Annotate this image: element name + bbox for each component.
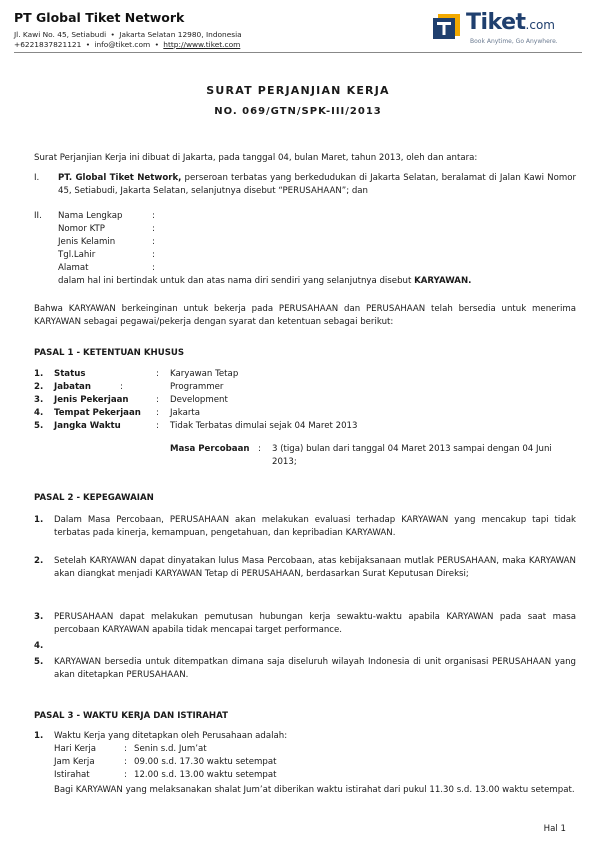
header-divider [14, 52, 582, 53]
schedule-label: Jam Kerja [54, 757, 95, 767]
pasal2-item-text: Setelah KARYAWAN dapat dinyatakan lulus Masa Percobaan, atas kebijaksanaan mutlak PERUSAHAAN, maka KARYAWAN akan diangkat menjadi KARYAWAN Tetap di PERUSAHAAN, berdasarkan Surat Keputusan Direksi; [54, 556, 576, 579]
party2-field-label: Nama Lengkap [58, 211, 123, 221]
pasal1-item-number: 5. [34, 421, 44, 431]
probation-label: Masa Percobaan [170, 444, 250, 454]
pasal2-item-text: Dalam Masa Percobaan, PERUSAHAAN akan melakukan evaluasi terhadap KARYAWAN yang mencakup tapi tidak terbatas pada kinerja, kemampuan, pengetahuan, dan kepribadian KARYAWAN. [54, 515, 576, 538]
tiket-logo: Tiket.com Book Anytime, Go Anywhere. [432, 10, 582, 50]
party2-field-label: Nomor KTP [58, 224, 105, 234]
party2-field-colon: : [152, 211, 155, 221]
page-number: Hal 1 [543, 824, 566, 834]
document-number: NO. 069/GTN/SPK-III/2013 [214, 106, 382, 117]
pasal1-item-number: 4. [34, 408, 44, 418]
pasal1-item-number: 1. [34, 369, 44, 379]
company-name: PT Global Tiket Network [14, 10, 185, 25]
pasal3-note: Bagi KARYAWAN yang melaksanakan shalat Jum’at diberikan waktu istirahat dari pukul 11.30 s.d. 13.00 waktu setempat. [54, 785, 575, 795]
party2-field-colon: : [152, 263, 155, 273]
pasal2-item-text: PERUSAHAAN dapat melakukan pemutusan hubungan kerja sewaktu-waktu apabila KARYAWAN pada saat masa percobaan KARYAWAN apabila tidak mencapai target performance. [54, 612, 576, 635]
party2-number: II. [34, 211, 42, 221]
pasal1-item-value: Jakarta [170, 408, 201, 418]
pasal1-item-value: Development [170, 395, 228, 405]
party1-paragraph: PT. Global Tiket Network, perseroan terbatas yang berkedudukan di Jakarta Selatan, beralamat di Jalan Kawi Nomor 45, Setiabudi, Jakarta Selatan, selanjutnya disebut “PERUSAHAAN”; dan [58, 173, 576, 196]
pasal2-item-text: KARYAWAN bersedia untuk ditempatkan dimana saja diseluruh wilayah Indonesia di unit organisasi PERUSAHAAN yang akan ditetapkan PERUSAHAAN. [54, 657, 576, 680]
pasal1-item-value: Karyawan Tetap [170, 369, 239, 379]
pasal2-item-number: 3. [34, 612, 44, 622]
schedule-value: Senin s.d. Jum’at [134, 744, 207, 754]
party2-field-colon: : [152, 224, 155, 234]
pasal1-item-value: Programmer [170, 382, 224, 392]
pasal1-item-label: Status [54, 369, 86, 379]
schedule-value: 12.00 s.d. 13.00 waktu setempat [134, 770, 277, 780]
probation-value: 3 (tiga) bulan dari tanggal 04 Maret 2013 sampai dengan 04 Juni 2013; [272, 444, 552, 467]
pasal1-item-colon: : [156, 421, 159, 431]
schedule-colon: : [124, 744, 127, 754]
company-address: Jl. Kawi No. 45, Setiabudi • Jakarta Selatan 12980, Indonesia [14, 30, 242, 39]
party2-field-colon: : [152, 250, 155, 260]
pasal1-item-number: 2. [34, 382, 44, 392]
schedule-value: 09.00 s.d. 17.30 waktu setempat [134, 757, 277, 767]
party2-closing: dalam hal ini bertindak untuk dan atas nama diri sendiri yang selanjutnya disebut KARYAWAN. [58, 276, 472, 286]
pasal1-heading: PASAL 1 - KETENTUAN KHUSUS [34, 348, 185, 358]
pasal1-item-label: Tempat Pekerjaan [54, 408, 141, 418]
pasal2-item-number: 2. [34, 556, 44, 566]
pasal1-item-label: Jangka Waktu [54, 421, 121, 431]
intro-paragraph: Surat Perjanjian Kerja ini dibuat di Jakarta, pada tanggal 04, bulan Maret, tahun 2013, oleh dan antara: [34, 153, 478, 163]
pasal1-item-colon: : [156, 395, 159, 405]
party2-field-label: Jenis Kelamin [58, 237, 116, 247]
schedule-colon: : [124, 757, 127, 767]
preamble-paragraph: Bahwa KARYAWAN berkeinginan untuk bekerja pada PERUSAHAAN dan PERUSAHAAN telah bersedia untuk menerima KARYAWAN sebagai pegawai/pekerja dengan syarat dan ketentuan sebagai berikut: [34, 304, 576, 327]
party2-field-label: Tgl.Lahir [58, 250, 96, 260]
pasal1-item-number: 3. [34, 395, 44, 405]
probation-colon: : [258, 444, 261, 454]
pasal1-item-colon: : [156, 369, 159, 379]
party2-field-label: Alamat [58, 263, 89, 273]
pasal1-item-value: Tidak Terbatas dimulai sejak 04 Maret 2013 [170, 421, 358, 431]
pasal2-item-number: 5. [34, 657, 44, 667]
party1-number: I. [34, 173, 40, 183]
schedule-label: Istirahat [54, 770, 90, 780]
company-contact: +6221837821121 • info@tiket.com • http://www.tiket.com [14, 40, 241, 49]
party2-field-colon: : [152, 237, 155, 247]
pasal3-lead: Waktu Kerja yang ditetapkan oleh Perusahaan adalah: [54, 731, 288, 741]
website-link[interactable]: http://www.tiket.com [163, 40, 241, 49]
pasal1-item-colon: : [156, 408, 159, 418]
logo-tagline: Book Anytime, Go Anywhere. [470, 38, 558, 45]
pasal1-item-label: Jenis Pekerjaan [54, 395, 129, 405]
pasal2-heading: PASAL 2 - KEPEGAWAIAN [34, 493, 154, 503]
document-title: SURAT PERJANJIAN KERJA [206, 84, 390, 97]
pasal2-item-number: 1. [34, 515, 44, 525]
schedule-colon: : [124, 770, 127, 780]
pasal3-item-number: 1. [34, 731, 44, 741]
ticket-logo-icon [432, 12, 462, 40]
pasal2-item-number: 4. [34, 641, 44, 651]
pasal3-heading: PASAL 3 - WAKTU KERJA DAN ISTIRAHAT [34, 711, 228, 721]
schedule-label: Hari Kerja [54, 744, 97, 754]
pasal1-item-colon: : [120, 382, 123, 392]
pasal1-item-label: Jabatan [54, 382, 91, 392]
